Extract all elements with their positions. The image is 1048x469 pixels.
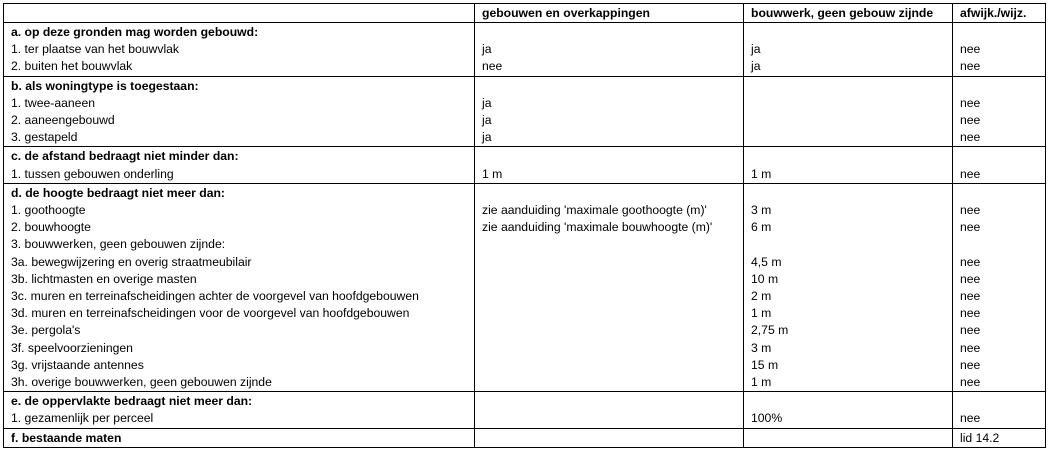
header-row (4, 4, 1046, 23)
footer-bouwwerk-cell (744, 428, 953, 447)
section-title: d. de hoogte bedraagt niet meer dan: (11, 185, 225, 200)
row-label: 2. bouwhoogte (11, 220, 91, 235)
gebouwen-value (482, 236, 736, 253)
bouwwerk-value: ja (751, 59, 761, 74)
bouwwerk-value: 1 m (751, 306, 772, 321)
afwijk-cell (953, 147, 1046, 183)
bouwwerk-value: 3 m (751, 340, 772, 355)
bouwwerk-value: 15 m (751, 357, 779, 372)
bouwwerk-cell (744, 147, 953, 183)
bouwwerk-cell (744, 392, 953, 428)
header-cell-bouwwerk: bouwwerk, geen gebouw zijnde (744, 4, 953, 23)
gebouwen-cell (475, 76, 744, 147)
section-row (4, 392, 1046, 428)
row-label: 2. aaneengebouwd (11, 113, 115, 128)
afwijk-value: nee (960, 306, 981, 321)
gebouwen-value: zie aanduiding 'maximale goothoogte (m)' (482, 203, 707, 218)
section-title: b. als woningtype is toegestaan: (11, 78, 199, 93)
section-label-cell (4, 183, 475, 391)
row-label: 1. tussen gebouwen onderling (11, 166, 174, 181)
row-label: 3. gestapeld (11, 130, 78, 145)
row-label: 3f. speelvoorzieningen (11, 340, 133, 355)
gebouwen-cell (475, 392, 744, 428)
gebouwen-value: 1 m (482, 166, 503, 181)
gebouwen-value: ja (482, 95, 492, 110)
gebouwen-value (482, 410, 736, 427)
section-row (4, 183, 1046, 391)
section-title: a. op deze gronden mag worden gebouwd: (11, 25, 259, 39)
gebouwen-cell (475, 183, 744, 391)
gebouwen-value (482, 374, 736, 391)
row-label: 3e. pergola's (11, 323, 81, 338)
bouwwerk-value: 1 m (751, 375, 772, 390)
row-label: 3c. muren en terreinafscheidingen achter de voorgevel van hoofdgebouwen (11, 289, 419, 304)
section-label-cell (4, 147, 475, 183)
bouwwerk-value: 3 m (751, 203, 772, 218)
afwijk-cell (953, 76, 1046, 147)
bouwwerk-value: 2,75 m (751, 323, 789, 338)
bouwwerk-value: 2 m (751, 289, 772, 304)
section-label-cell (4, 23, 475, 77)
bouwwerk-cell (744, 76, 953, 147)
afwijk-value: nee (960, 203, 981, 218)
afwijk-value: nee (960, 357, 981, 372)
footer-gebouwen-cell (475, 428, 744, 447)
header-cell-label (4, 4, 475, 23)
gebouwen-value: nee (482, 59, 503, 74)
gebouwen-value: ja (482, 130, 492, 145)
header-cell-gebouwen: gebouwen en overkappingen (475, 4, 744, 23)
bouwwerk-value (751, 236, 945, 253)
afwijk-value: nee (960, 59, 981, 74)
row-label: 3a. bewegwijzering en overig straatmeubilair (11, 254, 252, 269)
footer-row (4, 428, 1046, 447)
section-title: c. de afstand bedraagt niet minder dan: (11, 149, 239, 164)
bouwwerk-value (751, 112, 945, 129)
afwijk-value: nee (960, 323, 981, 338)
section-label-cell (4, 76, 475, 147)
gebouwen-value (482, 340, 736, 357)
afwijk-cell (953, 23, 1046, 77)
afwijk-value: nee (960, 340, 981, 355)
gebouwen-cell (475, 147, 744, 183)
row-label: 3h. overige bouwwerken, geen gebouwen zijnde (11, 375, 272, 390)
gebouwen-value: ja (482, 113, 492, 128)
row-label: 1. twee-aaneen (11, 95, 96, 110)
afwijk-value: nee (960, 411, 981, 426)
afwijk-value: nee (960, 113, 981, 128)
gebouwen-value (482, 254, 736, 271)
bouwwerk-value: 6 m (751, 220, 772, 235)
gebouwen-value (482, 288, 736, 305)
afwijk-value: nee (960, 254, 981, 269)
bouwwerk-value: 1 m (751, 166, 772, 181)
afwijk-value: nee (960, 375, 981, 390)
row-label: 1. ter plaatse van het bouwvlak (11, 42, 180, 57)
section-label-cell (4, 392, 475, 428)
row-label: 3. bouwwerken, geen gebouwen zijnde: (11, 237, 226, 252)
header-cell-afwijk: afwijk./wijz. (953, 4, 1046, 23)
section-row (4, 23, 1046, 77)
afwijk-value: nee (960, 42, 981, 57)
bouwwerk-value: ja (751, 42, 761, 57)
afwijk-value (960, 236, 1038, 253)
gebouwen-value (482, 357, 736, 374)
afwijk-cell (953, 392, 1046, 428)
gebouwen-value (482, 305, 736, 322)
bouwwerk-value: 4,5 m (751, 254, 782, 269)
row-label: 1. goothoogte (11, 203, 86, 218)
row-label: 2. buiten het bouwvlak (11, 59, 133, 74)
gebouwen-value: ja (482, 42, 492, 57)
bouwwerk-value (751, 129, 945, 146)
gebouwen-value: zie aanduiding 'maximale bouwhoogte (m)' (482, 220, 713, 235)
bouwwerk-value: 10 m (751, 271, 779, 286)
afwijk-cell (953, 183, 1046, 391)
row-label: 3d. muren en terreinafscheidingen voor de voorgevel van hoofdgebouwen (11, 306, 410, 321)
bouwwerk-cell (744, 23, 953, 77)
regulations-table (3, 3, 1046, 448)
afwijk-value: nee (960, 166, 981, 181)
row-label: 1. gezamenlijk per perceel (11, 411, 154, 426)
bouwwerk-value (751, 95, 945, 112)
row-label: 3b. lichtmasten en overige masten (11, 271, 197, 286)
gebouwen-cell (475, 23, 744, 77)
gebouwen-value (482, 271, 736, 288)
gebouwen-value (482, 322, 736, 339)
section-row (4, 147, 1046, 183)
section-title: e. de oppervlakte bedraagt niet meer dan: (11, 394, 253, 409)
bouwwerk-value: 100% (751, 411, 783, 426)
afwijk-value: nee (960, 220, 981, 235)
bouwwerk-cell (744, 183, 953, 391)
afwijk-value: nee (960, 289, 981, 304)
afwijk-value: nee (960, 130, 981, 145)
section-row (4, 76, 1046, 147)
footer-afwijk: lid 14.2 (953, 428, 1046, 447)
afwijk-value: nee (960, 95, 981, 110)
afwijk-value: nee (960, 271, 981, 286)
row-label: 3g. vrijstaande antennes (11, 357, 144, 372)
footer-label: f. bestaande maten (4, 428, 475, 447)
